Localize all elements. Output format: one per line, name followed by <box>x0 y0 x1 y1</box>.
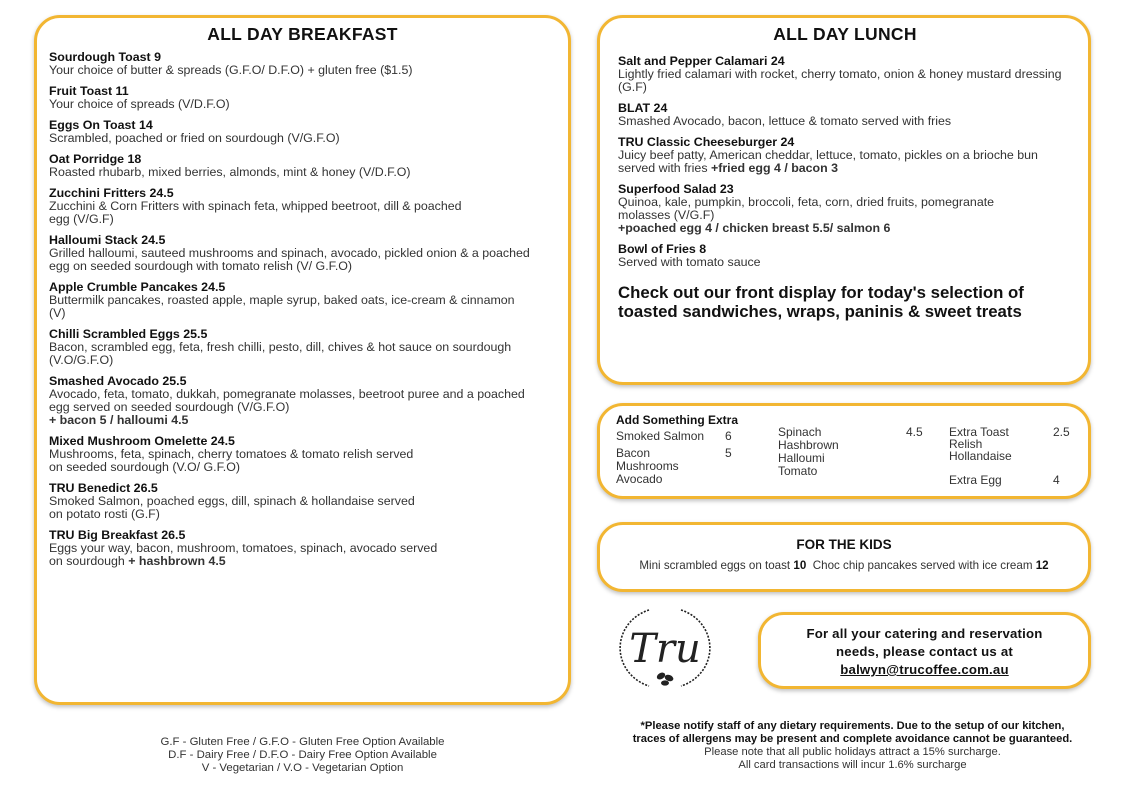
extras-title: Add Something Extra <box>616 413 739 427</box>
menu-item <box>618 55 1072 94</box>
item-desc: Grilled halloumi, sauteed mushrooms and spinach, avocado, pickled onion & a poached egg on seeded sourdough with tomato relish (V/ G.F.O) <box>49 246 530 273</box>
item-name: Smashed Avocado 25.5 <box>49 374 187 388</box>
dietary-legend <box>110 736 495 775</box>
item-name: Salt and Pepper Calamari 24 <box>618 54 785 68</box>
catering-line-1: For all your catering and reservation <box>806 626 1043 641</box>
item-extra: + hashbrown 4.5 <box>128 554 226 568</box>
item-name: Fruit Toast 11 <box>49 84 129 98</box>
kids-panel <box>597 522 1091 592</box>
extra-halloumi: Halloumi <box>778 451 825 465</box>
item-name: Sourdough Toast 9 <box>49 50 161 64</box>
item-name: Halloumi Stack 24.5 <box>49 233 166 247</box>
legend-line-1: G.F - Gluten Free / G.F.O - Gluten Free Option Available <box>160 736 445 748</box>
extra-hashbrown: Hashbrown <box>778 438 839 452</box>
kids-item-2-price: 12 <box>1035 559 1049 572</box>
menu-item <box>49 51 556 77</box>
item-name: Eggs On Toast 14 <box>49 118 153 132</box>
item-name: Mixed Mushroom Omelette 24.5 <box>49 434 235 448</box>
item-desc: Smashed Avocado, bacon, lettuce & tomato served with fries <box>618 114 952 128</box>
breakfast-panel <box>34 15 571 705</box>
notes-line-4: All card transactions will incur 1.6% surcharge <box>738 759 967 771</box>
item-extra: +poached egg 4 / chicken breast 5.5/ salmon 6 <box>618 221 891 235</box>
menu-item <box>618 183 1072 235</box>
menu-item <box>618 136 1072 175</box>
legend-line-3: V - Vegetarian / V.O - Vegetarian Option <box>201 762 404 774</box>
item-name: Oat Porridge 18 <box>49 152 142 166</box>
extra-bacon: Bacon <box>616 446 651 460</box>
menu-item <box>49 281 556 320</box>
item-name: TRU Classic Cheeseburger 24 <box>618 135 795 149</box>
kids-items <box>608 559 1080 572</box>
extra-spinach: Spinach <box>778 425 822 439</box>
kids-item-1: Mini scrambled eggs on toast <box>639 559 791 572</box>
item-name: TRU Benedict 26.5 <box>49 481 158 495</box>
legend-line-2: D.F - Dairy Free / D.F.O - Dairy Free Option Available <box>168 749 437 761</box>
extra-hollandaise: Hollandaise <box>949 449 1012 463</box>
item-name: Bowl of Fries 8 <box>618 242 707 256</box>
extra-egg-price: 4 <box>1053 473 1060 487</box>
breakfast-items <box>49 51 556 568</box>
coffee-beans-icon <box>656 671 675 685</box>
item-name: Zucchini Fritters 24.5 <box>49 186 174 200</box>
lunch-panel <box>597 15 1091 385</box>
menu-item <box>49 187 556 226</box>
item-desc: Bacon, scrambled egg, feta, fresh chilli, pesto, dill, chives & hot sauce on sourdough (V.O/G.F.O) <box>49 340 512 367</box>
menu-item <box>49 482 556 521</box>
extras-panel <box>597 403 1091 499</box>
extra-toast-price: 2.5 <box>1053 425 1070 439</box>
menu-item <box>618 102 1072 128</box>
menu-item <box>49 234 556 273</box>
kids-item-2: Choc chip pancakes served with ice cream <box>812 559 1033 572</box>
item-name: Chilli Scrambled Eggs 25.5 <box>49 327 208 341</box>
item-desc-text: Juicy beef patty, American cheddar, lettuce, tomato, pickles on a brioche bun served with fries <box>618 148 1038 175</box>
extra-mushrooms: Mushrooms <box>616 459 679 473</box>
lunch-title: ALL DAY LUNCH <box>773 24 917 44</box>
item-desc: Roasted rhubarb, mixed berries, almonds, mint & honey (V/D.F.O) <box>49 165 411 179</box>
catering-panel <box>758 612 1091 689</box>
item-extra: + bacon 5 / halloumi 4.5 <box>49 413 189 427</box>
extra-egg: Extra Egg <box>949 473 1002 487</box>
kids-title: FOR THE KIDS <box>796 537 892 552</box>
item-name: Superfood Salad 23 <box>618 182 734 196</box>
catering-line-2: needs, please contact us at <box>836 644 1013 659</box>
item-name: TRU Big Breakfast 26.5 <box>49 528 186 542</box>
item-desc: Zucchini & Corn Fritters with spinach feta, whipped beetroot, dill & poached egg (V/G.F) <box>49 199 462 226</box>
extra-avocado: Avocado <box>616 472 663 486</box>
notes-line-2: traces of allergens may be present and complete avoidance cannot be guaranteed. <box>632 733 1073 745</box>
extra-tomato: Tomato <box>778 464 818 478</box>
menu-item <box>49 328 556 367</box>
notes-line-1: *Please notify staff of any dietary requirements. Due to the setup of our kitchen, <box>640 720 1065 732</box>
menu-item <box>49 119 556 145</box>
promo-text: Check out our front display for today's selection of toasted sandwiches, wraps, paninis & sweet treats <box>618 283 1024 321</box>
menu-item <box>49 375 556 427</box>
item-desc: Quinoa, kale, pumpkin, broccoli, feta, corn, dried fruits, pomegranate molasses (V/G.F) <box>618 195 995 222</box>
item-desc: Your choice of butter & spreads (G.F.O/ D.F.O) + gluten free ($1.5) <box>49 63 413 77</box>
extra-bacon-price: 5 <box>725 446 732 460</box>
catering-email-link[interactable]: balwyn@trucoffee.com.au <box>840 662 1009 677</box>
extra-smoked-salmon: Smoked Salmon <box>616 429 705 443</box>
item-name: Apple Crumble Pancakes 24.5 <box>49 280 226 294</box>
item-desc: Buttermilk pancakes, roasted apple, maple syrup, baked oats, ice-cream & cinnamon (V) <box>49 293 515 320</box>
item-desc: Served with tomato sauce <box>618 255 761 269</box>
menu-item <box>618 243 1072 269</box>
logo-graphic <box>619 604 711 692</box>
item-desc-text: Eggs your way, bacon, mushroom, tomatoes, spinach, avocado served on sourdough <box>49 541 438 568</box>
kids-item-1-price: 10 <box>793 559 807 572</box>
item-extra: +fried egg 4 / bacon 3 <box>710 161 839 175</box>
extra-relish: Relish <box>949 437 983 451</box>
extra-smoked-salmon-price: 6 <box>725 429 732 443</box>
item-desc <box>618 149 1072 175</box>
item-desc: Avocado, feta, tomato, dukkah, pomegranate molasses, beetroot puree and a poached egg served on seeded sourdough (V/G.F.O) <box>49 387 525 414</box>
item-desc: Scrambled, poached or fried on sourdough (V/G.F.O) <box>49 131 340 145</box>
item-desc: Mushrooms, feta, spinach, cherry tomatoes & tomato relish served on seeded sourdough (V.O/ G.F.O) <box>49 447 414 474</box>
logo-text: Tru <box>629 626 701 672</box>
breakfast-title: ALL DAY BREAKFAST <box>207 24 398 44</box>
item-desc: Your choice of spreads (V/D.F.O) <box>49 97 230 111</box>
tru-logo <box>619 604 711 692</box>
item-name: BLAT 24 <box>618 101 668 115</box>
menu-item <box>49 529 556 568</box>
item-desc: Smoked Salmon, poached eggs, dill, spinach & hollandaise served on potato rosti (G.F) <box>49 494 415 521</box>
item-desc: Lightly fried calamari with rocket, cherry tomato, onion & honey mustard dressing (G.F) <box>618 67 1062 94</box>
menu-item <box>49 435 556 474</box>
notes-line-3: Please note that all public holidays attract a 15% surcharge. <box>704 746 1001 758</box>
menu-item <box>49 153 556 179</box>
item-desc <box>49 542 449 568</box>
extra-spinach-price: 4.5 <box>906 425 923 439</box>
extra-toast: Extra Toast <box>949 425 1009 439</box>
allergen-notes <box>600 720 1105 772</box>
menu-item <box>49 85 556 111</box>
